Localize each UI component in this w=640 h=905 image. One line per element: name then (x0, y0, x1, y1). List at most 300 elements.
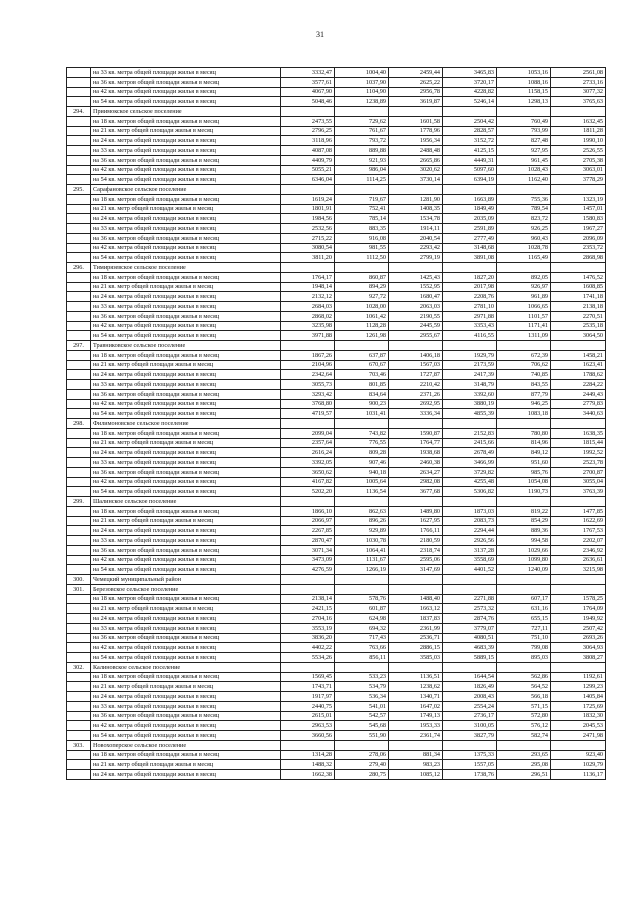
table-row (67, 477, 606, 487)
value-cell: 296,51 (497, 770, 551, 780)
table-row (67, 458, 606, 468)
row-number (67, 155, 91, 165)
table-row (67, 204, 606, 214)
value-cell: 2535,18 (551, 321, 606, 331)
value-cell: 1171,41 (497, 321, 551, 331)
value-cell: 1992,52 (551, 448, 606, 458)
section-row (67, 584, 606, 594)
value-cell: 2415,66 (443, 438, 497, 448)
row-description: на 21 кв. метр общей площади жилья в месяц (91, 126, 281, 136)
row-description: на 33 кв. метра общей площади жилья в месяц (91, 302, 281, 312)
value-cell: 1837,83 (389, 614, 443, 624)
row-description: на 21 кв. метр общей площади жилья в месяц (91, 516, 281, 526)
table-row (67, 224, 606, 234)
value-cell: 2636,61 (551, 555, 606, 565)
row-description: на 54 кв. метра общей площади жилья в месяц (91, 487, 281, 497)
value-cell: 1299,23 (551, 682, 606, 692)
row-description: на 42 кв. метра общей площади жилья в месяц (91, 399, 281, 409)
value-cell: 1866,10 (281, 506, 335, 516)
value-cell: 4683,39 (443, 643, 497, 653)
value-cell: 1743,71 (281, 682, 335, 692)
value-cell: 2361,74 (389, 731, 443, 741)
value-cell: 1622,69 (551, 516, 606, 526)
value-cell: 900,23 (335, 399, 389, 409)
value-cell: 3080,54 (281, 243, 335, 253)
value-cell: 1238,62 (389, 682, 443, 692)
value-cell (389, 419, 443, 429)
value-cell: 1158,15 (497, 87, 551, 97)
value-cell: 1192,61 (551, 672, 606, 682)
value-cell: 1738,76 (443, 770, 497, 780)
value-cell: 981,55 (335, 243, 389, 253)
row-number: 303. (67, 740, 91, 750)
value-cell: 1029,66 (497, 545, 551, 555)
value-cell: 631,16 (497, 604, 551, 614)
table-row (67, 506, 606, 516)
table-row (67, 87, 606, 97)
row-number (67, 682, 91, 692)
value-cell (551, 497, 606, 507)
value-cell: 1949,92 (551, 614, 606, 624)
row-description: на 54 кв. метра общей площади жилья в месяц (91, 731, 281, 741)
value-cell: 4228,82 (443, 87, 497, 97)
value-cell: 2982,08 (389, 477, 443, 487)
row-number (67, 68, 91, 78)
value-cell (335, 185, 389, 195)
value-cell: 1261,98 (335, 331, 389, 341)
row-description: на 21 кв. метр общей площади жилья в месяц (91, 360, 281, 370)
value-cell (389, 263, 443, 273)
row-number (67, 477, 91, 487)
row-number (67, 214, 91, 224)
row-number (67, 438, 91, 448)
value-cell: 752,41 (335, 204, 389, 214)
row-number (67, 165, 91, 175)
value-cell: 881,34 (389, 750, 443, 760)
value-cell: 946,25 (497, 399, 551, 409)
value-cell: 894,29 (335, 282, 389, 292)
value-cell (389, 341, 443, 351)
value-cell: 1101,57 (497, 311, 551, 321)
value-cell: 2099,04 (281, 428, 335, 438)
page-number: 31 (316, 30, 324, 39)
tariff-table (66, 67, 606, 780)
table-row (67, 194, 606, 204)
value-cell: 1405,84 (551, 692, 606, 702)
value-cell: 3466,99 (443, 458, 497, 468)
value-cell (281, 584, 335, 594)
value-cell: 827,48 (497, 136, 551, 146)
table-row (67, 116, 606, 126)
value-cell: 3558,69 (443, 555, 497, 565)
value-cell: 6394,19 (443, 175, 497, 185)
value-cell (335, 341, 389, 351)
row-description: на 36 кв. метров общей площади жилья в месяц (91, 233, 281, 243)
value-cell: 2173,59 (443, 360, 497, 370)
table-row (67, 682, 606, 692)
row-number (67, 311, 91, 321)
row-number (67, 516, 91, 526)
value-cell: 1811,28 (551, 126, 606, 136)
value-cell: 582,74 (497, 731, 551, 741)
value-cell: 1136,17 (551, 770, 606, 780)
row-number (67, 565, 91, 575)
value-cell: 2270,51 (551, 311, 606, 321)
value-cell: 1929,79 (443, 350, 497, 360)
value-cell: 1061,42 (335, 311, 389, 321)
value-cell: 727,11 (497, 623, 551, 633)
value-cell: 892,05 (497, 272, 551, 282)
row-description: на 36 кв. метров общей площади жилья в месяц (91, 711, 281, 721)
value-cell (335, 419, 389, 429)
value-cell: 740,85 (497, 370, 551, 380)
value-cell: 3020,62 (389, 165, 443, 175)
value-cell: 3720,17 (443, 77, 497, 87)
value-cell: 883,35 (335, 224, 389, 234)
value-cell: 983,23 (389, 760, 443, 770)
value-cell (497, 584, 551, 594)
value-cell (497, 419, 551, 429)
value-cell (551, 575, 606, 585)
value-cell (497, 575, 551, 585)
section-row (67, 185, 606, 195)
value-cell: 3064,93 (551, 643, 606, 653)
value-cell: 3336,34 (389, 409, 443, 419)
value-cell: 1727,87 (389, 370, 443, 380)
value-cell: 4167,82 (281, 477, 335, 487)
row-description: на 21 кв. метр общей площади жилья в месяц (91, 438, 281, 448)
value-cell (389, 497, 443, 507)
row-description: на 21 кв. метр общей площади жилья в месяц (91, 282, 281, 292)
value-cell: 1104,90 (335, 87, 389, 97)
value-cell: 2796,25 (281, 126, 335, 136)
value-cell: 1569,45 (281, 672, 335, 682)
value-cell: 2440,75 (281, 701, 335, 711)
table-row (67, 331, 606, 341)
value-cell (551, 740, 606, 750)
value-cell: 2704,16 (281, 614, 335, 624)
value-cell (551, 419, 606, 429)
section-row (67, 263, 606, 273)
value-cell: 3055,04 (551, 477, 606, 487)
row-number (67, 594, 91, 604)
value-cell (335, 107, 389, 117)
value-cell: 1578,25 (551, 594, 606, 604)
value-cell: 1867,26 (281, 350, 335, 360)
value-cell: 1967,27 (551, 224, 606, 234)
row-description: на 54 кв. метра общей площади жилья в месяц (91, 253, 281, 263)
row-number (67, 750, 91, 760)
value-cell: 2271,88 (443, 594, 497, 604)
value-cell: 3763,39 (551, 487, 606, 497)
row-number (67, 87, 91, 97)
value-cell: 1778,96 (389, 126, 443, 136)
value-cell: 2504,42 (443, 116, 497, 126)
row-description: на 42 кв. метра общей площади жилья в месяц (91, 721, 281, 731)
row-description: на 24 кв. метра общей площади жилья в месяц (91, 214, 281, 224)
value-cell: 4855,39 (443, 409, 497, 419)
table-row (67, 350, 606, 360)
value-cell: 2284,22 (551, 380, 606, 390)
section-row (67, 341, 606, 351)
row-number (67, 360, 91, 370)
row-description: на 54 кв. метра общей площади жилья в месяц (91, 175, 281, 185)
row-description: на 36 кв. метров общей площади жилья в месяц (91, 633, 281, 643)
value-cell (497, 107, 551, 117)
value-cell: 2460,38 (389, 458, 443, 468)
value-cell: 672,39 (497, 350, 551, 360)
row-description: на 18 кв. метров общей площади жилья в месяц (91, 272, 281, 282)
value-cell: 2678,49 (443, 448, 497, 458)
table-row (67, 311, 606, 321)
value-cell: 2536,71 (389, 633, 443, 643)
value-cell: 1644,54 (443, 672, 497, 682)
table-row (67, 146, 606, 156)
value-cell: 2267,85 (281, 526, 335, 536)
table-row (67, 711, 606, 721)
row-number (67, 243, 91, 253)
value-cell: 3100,05 (443, 721, 497, 731)
value-cell: 2554,24 (443, 701, 497, 711)
value-cell: 994,58 (497, 536, 551, 546)
row-number (67, 467, 91, 477)
table-row (67, 77, 606, 87)
value-cell: 2421,15 (281, 604, 335, 614)
value-cell: 3779,07 (443, 623, 497, 633)
table-row (67, 214, 606, 224)
value-cell (443, 575, 497, 585)
table-row (67, 409, 606, 419)
value-cell: 624,98 (335, 614, 389, 624)
value-cell: 2293,42 (389, 243, 443, 253)
table-row (67, 643, 606, 653)
row-number: 298. (67, 419, 91, 429)
value-cell: 1311,09 (497, 331, 551, 341)
value-cell: 1281,90 (389, 194, 443, 204)
value-cell: 1873,03 (443, 506, 497, 516)
value-cell: 1680,47 (389, 292, 443, 302)
value-cell: 1619,24 (281, 194, 335, 204)
value-cell: 2868,98 (551, 253, 606, 263)
row-number (67, 721, 91, 731)
value-cell: 1406,18 (389, 350, 443, 360)
value-cell: 2017,98 (443, 282, 497, 292)
value-cell: 1458,21 (551, 350, 606, 360)
value-cell (389, 107, 443, 117)
value-cell: 3585,03 (389, 653, 443, 663)
value-cell (443, 341, 497, 351)
value-cell: 1340,71 (389, 692, 443, 702)
value-cell: 1240,09 (497, 565, 551, 575)
value-cell: 3063,01 (551, 165, 606, 175)
value-cell: 896,26 (335, 516, 389, 526)
row-description: на 36 кв. метров общей площади жилья в месяц (91, 155, 281, 165)
row-description: на 42 кв. метра общей площади жилья в месяц (91, 555, 281, 565)
row-number (67, 126, 91, 136)
value-cell: 929,89 (335, 526, 389, 536)
value-cell: 1534,78 (389, 214, 443, 224)
row-number (67, 760, 91, 770)
value-cell (335, 497, 389, 507)
section-title: Тимирязевское сельское поселение (91, 263, 281, 273)
value-cell: 2615,01 (281, 711, 335, 721)
value-cell: 1004,40 (335, 68, 389, 78)
row-description: на 18 кв. метров общей площади жилья в месяц (91, 506, 281, 516)
value-cell: 1053,16 (497, 68, 551, 78)
row-number (67, 692, 91, 702)
value-cell: 1131,67 (335, 555, 389, 565)
row-number (67, 458, 91, 468)
table-row (67, 731, 606, 741)
row-number (67, 428, 91, 438)
value-cell: 3808,27 (551, 653, 606, 663)
table-row (67, 604, 606, 614)
value-cell: 5306,82 (443, 487, 497, 497)
row-number (67, 233, 91, 243)
value-cell: 2152,83 (443, 428, 497, 438)
row-description: на 54 кв. метра общей площади жилья в месяц (91, 565, 281, 575)
value-cell: 751,10 (497, 633, 551, 643)
value-cell: 923,40 (551, 750, 606, 760)
value-cell: 2573,32 (443, 604, 497, 614)
table-row (67, 701, 606, 711)
section-row (67, 575, 606, 585)
value-cell: 1064,41 (335, 545, 389, 555)
value-cell: 3148,79 (443, 380, 497, 390)
value-cell: 1488,32 (281, 760, 335, 770)
value-cell: 2625,22 (389, 77, 443, 87)
value-cell: 921,93 (335, 155, 389, 165)
value-cell: 2035,09 (443, 214, 497, 224)
table-row (67, 448, 606, 458)
value-cell: 2294,44 (443, 526, 497, 536)
value-cell: 1005,64 (335, 477, 389, 487)
value-cell: 2828,57 (443, 126, 497, 136)
value-cell (551, 662, 606, 672)
row-number (67, 272, 91, 282)
row-number: 296. (67, 263, 91, 273)
value-cell: 1128,28 (335, 321, 389, 331)
value-cell: 542,57 (335, 711, 389, 721)
value-cell: 2096,09 (551, 233, 606, 243)
row-description: на 33 кв. метра общей площади жилья в месяц (91, 380, 281, 390)
value-cell: 1028,00 (335, 302, 389, 312)
value-cell: 2445,59 (389, 321, 443, 331)
value-cell (443, 185, 497, 195)
table-row (67, 692, 606, 702)
value-cell: 1031,41 (335, 409, 389, 419)
row-description: на 54 кв. метра общей площади жилья в месяц (91, 97, 281, 107)
row-description: на 54 кв. метра общей площади жилья в месяц (91, 409, 281, 419)
value-cell: 926,97 (497, 282, 551, 292)
table-row (67, 302, 606, 312)
section-title: Филимоновское сельское поселение (91, 419, 281, 429)
value-cell: 5246,14 (443, 97, 497, 107)
value-cell: 799,08 (497, 643, 551, 653)
value-cell (335, 584, 389, 594)
value-cell (443, 497, 497, 507)
table-row (67, 233, 606, 243)
row-number: 302. (67, 662, 91, 672)
value-cell: 743,82 (335, 428, 389, 438)
value-cell: 1088,16 (497, 77, 551, 87)
value-cell: 1741,18 (551, 292, 606, 302)
value-cell: 4276,59 (281, 565, 335, 575)
value-cell: 2736,17 (443, 711, 497, 721)
row-description: на 24 кв. метра общей площади жилья в месяц (91, 448, 281, 458)
value-cell: 1801,91 (281, 204, 335, 214)
row-description: на 36 кв. метров общей площади жилья в месяц (91, 311, 281, 321)
row-number (67, 282, 91, 292)
section-row (67, 662, 606, 672)
value-cell: 1488,40 (389, 594, 443, 604)
table-row (67, 282, 606, 292)
value-cell: 2459,44 (389, 68, 443, 78)
table-row (67, 175, 606, 185)
value-cell: 2449,43 (551, 389, 606, 399)
value-cell: 1663,89 (443, 194, 497, 204)
value-cell: 564,52 (497, 682, 551, 692)
value-cell: 4067,90 (281, 87, 335, 97)
section-title: Сарафановское сельское поселение (91, 185, 281, 195)
row-description: на 18 кв. метров общей площади жилья в месяц (91, 750, 281, 760)
row-description: на 54 кв. метра общей площади жилья в месяц (91, 331, 281, 341)
value-cell: 3768,80 (281, 399, 335, 409)
value-cell: 1476,52 (551, 272, 606, 282)
row-description: на 24 кв. метра общей площади жилья в месяц (91, 692, 281, 702)
row-number (67, 506, 91, 516)
value-cell: 1029,79 (551, 760, 606, 770)
value-cell: 2705,38 (551, 155, 606, 165)
value-cell: 1028,78 (497, 243, 551, 253)
value-cell (281, 107, 335, 117)
value-cell: 1948,14 (281, 282, 335, 292)
value-cell (281, 419, 335, 429)
value-cell: 2473,55 (281, 116, 335, 126)
value-cell: 2202,07 (551, 536, 606, 546)
value-cell: 2063,03 (389, 302, 443, 312)
row-number (67, 97, 91, 107)
value-cell: 1725,69 (551, 701, 606, 711)
row-number (67, 292, 91, 302)
value-cell: 2874,76 (443, 614, 497, 624)
value-cell (443, 662, 497, 672)
value-cell: 1037,90 (335, 77, 389, 87)
value-cell (389, 740, 443, 750)
value-cell: 961,45 (497, 155, 551, 165)
value-cell: 986,04 (335, 165, 389, 175)
value-cell: 1136,54 (335, 487, 389, 497)
value-cell: 5048,46 (281, 97, 335, 107)
row-description: на 42 кв. метра общей площади жилья в месяц (91, 165, 281, 175)
row-description: на 33 кв. метра общей площади жилья в месяц (91, 701, 281, 711)
table-row (67, 614, 606, 624)
value-cell: 3071,34 (281, 545, 335, 555)
row-number (67, 633, 91, 643)
row-description: на 33 кв. метра общей площади жилья в месяц (91, 224, 281, 234)
value-cell: 703,46 (335, 370, 389, 380)
value-cell: 5097,60 (443, 165, 497, 175)
value-cell (497, 662, 551, 672)
value-cell: 1623,41 (551, 360, 606, 370)
value-cell: 785,14 (335, 214, 389, 224)
row-number (67, 116, 91, 126)
value-cell: 280,75 (335, 770, 389, 780)
value-cell (281, 740, 335, 750)
row-description: на 33 кв. метра общей площади жилья в месяц (91, 68, 281, 78)
value-cell: 843,55 (497, 380, 551, 390)
value-cell: 2210,42 (389, 380, 443, 390)
